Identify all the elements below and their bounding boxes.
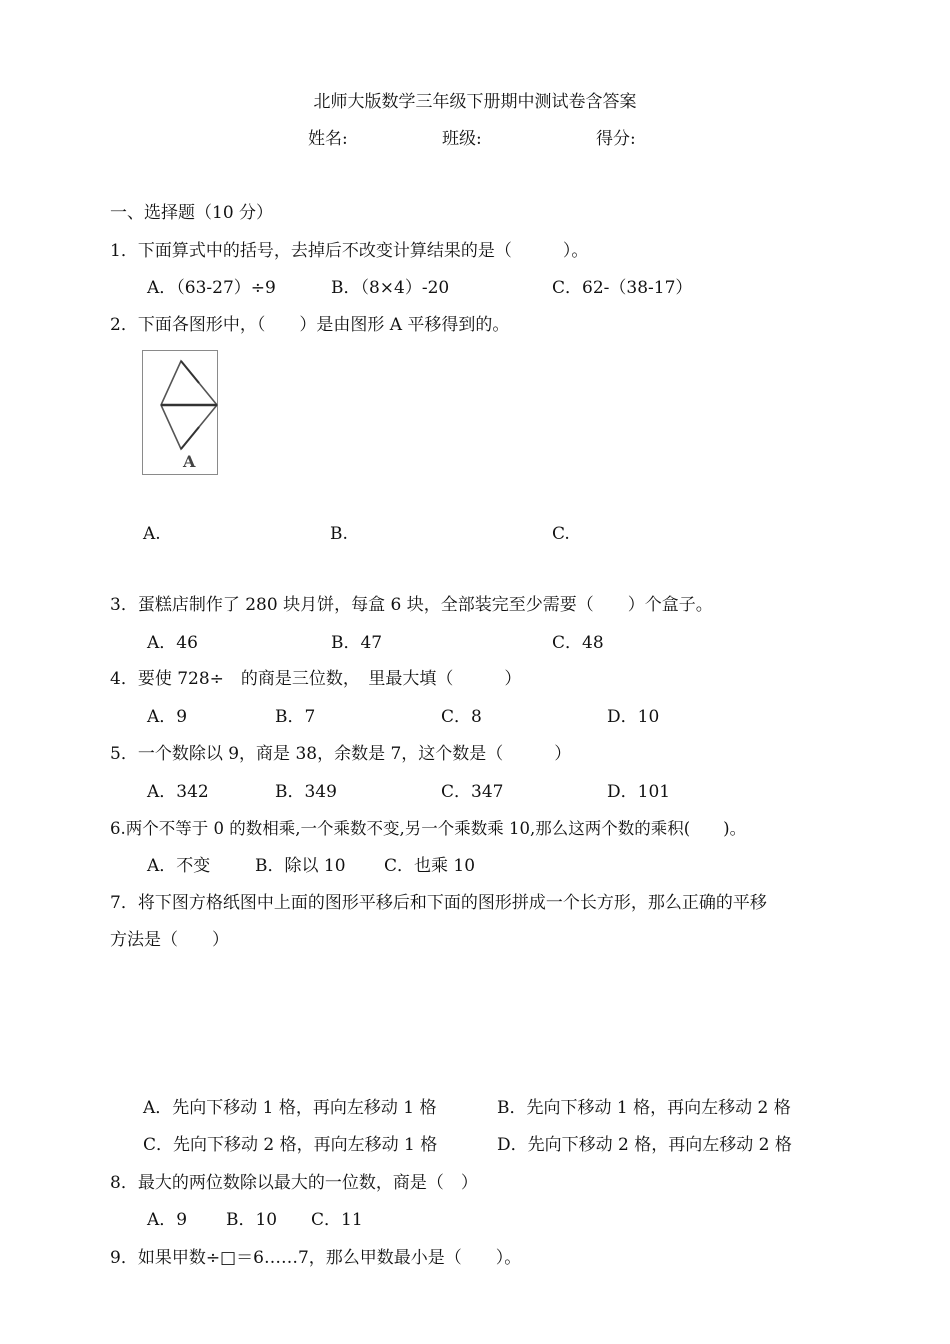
question-8-stem: 8．最大的两位数除以最大的一位数，商是（ ） — [110, 1173, 478, 1193]
question-3-option-b: B．47 — [331, 633, 383, 653]
question-5-stem: 5．一个数除以 9，商是 38，余数是 7，这个数是（ ） — [110, 744, 572, 764]
question-3-option-c: C．48 — [552, 633, 604, 653]
question-2-option-a: A. — [143, 524, 161, 544]
question-5-option-a: A．342 — [147, 782, 209, 802]
question-2-stem: 2．下面各图形中，（ ）是由图形 A 平移得到的。 — [110, 315, 510, 335]
rhombus-shape-icon — [143, 351, 219, 476]
question-7-option-d: D．先向下移动 2 格，再向左移动 2 格 — [497, 1135, 792, 1155]
class-field-label: 班级: — [442, 129, 482, 149]
figure-label: A — [183, 452, 196, 471]
question-1-option-a: A．（63-27）÷9 — [147, 278, 276, 298]
question-8-option-b: B．10 — [226, 1210, 278, 1230]
question-5-option-d: D．101 — [607, 782, 671, 802]
question-4-option-a: A．9 — [147, 707, 188, 727]
question-4-option-b: B．7 — [275, 707, 316, 727]
question-1-option-c: C．62-（38-17） — [552, 278, 693, 298]
section-heading: 一、选择题（10 分） — [110, 203, 274, 223]
name-field-label: 姓名: — [308, 129, 348, 149]
question-9-stem: 9．如果甲数÷□＝6……7，那么甲数最小是（ ）。 — [110, 1248, 522, 1268]
question-8-option-c: C．11 — [311, 1210, 363, 1230]
question-5-option-c: C．347 — [441, 782, 504, 802]
question-1-stem: 1．下面算式中的括号，去掉后不改变计算结果的是（ ）。 — [110, 241, 589, 261]
question-6-option-c: C．也乘 10 — [384, 856, 476, 876]
question-6-option-b: B．除以 10 — [255, 856, 346, 876]
score-field-label: 得分: — [596, 129, 636, 149]
question-4-option-c: C．8 — [441, 707, 482, 727]
page-title: 北师大版数学三年级下册期中测试卷含答案 — [313, 92, 637, 112]
shape-a-figure — [142, 350, 218, 475]
question-1-option-b: B．（8×4）-20 — [331, 278, 450, 298]
question-4-stem: 4．要使 728÷ 的商是三位数， 里最大填（ ） — [110, 669, 522, 689]
question-6-stem: 6.两个不等于 0 的数相乘,一个乘数不变,另一个乘数乘 10,那么这两个数的乘积( )。 — [110, 819, 747, 838]
question-3-stem: 3．蛋糕店制作了 280 块月饼，每盒 6 块，全部装完至少需要（ ）个盒子。 — [110, 595, 713, 615]
question-5-option-b: B．349 — [275, 782, 337, 802]
question-7-option-c: C．先向下移动 2 格，再向左移动 1 格 — [143, 1135, 438, 1155]
question-7-stem-line-1: 7．将下图方格纸图中上面的图形平移后和下面的图形拼成一个长方形，那么正确的平移 — [110, 893, 767, 913]
question-7-option-a: A．先向下移动 1 格，再向左移动 1 格 — [143, 1098, 437, 1118]
question-2-option-b: B. — [330, 524, 348, 544]
question-2-option-c: C. — [552, 524, 570, 544]
question-4-option-d: D．10 — [607, 707, 660, 727]
question-6-option-a: A．不变 — [147, 856, 211, 876]
question-3-option-a: A．46 — [147, 633, 198, 653]
question-7-stem-line-2: 方法是（ ） — [110, 930, 229, 950]
question-8-option-a: A．9 — [147, 1210, 188, 1230]
question-7-option-b: B．先向下移动 1 格，再向左移动 2 格 — [497, 1098, 791, 1118]
